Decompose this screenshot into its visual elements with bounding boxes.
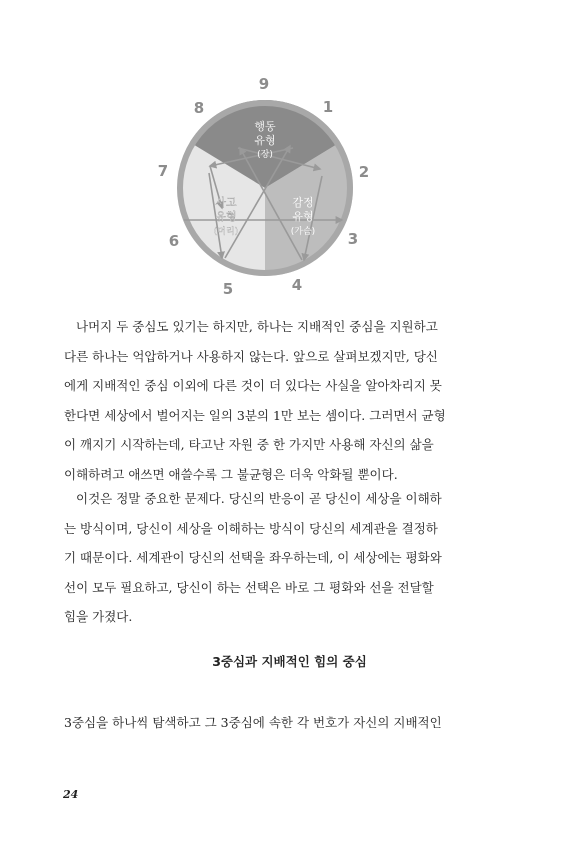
text-line: 에게 지배적인 중심 이외에 다른 것이 더 있다는 사실을 알아차리지 못 <box>64 378 442 393</box>
type-number-5: 5 <box>222 280 234 298</box>
body-paragraph-1 <box>64 312 474 489</box>
enneagram-three-centers-diagram <box>150 68 380 298</box>
feeling-center-label-3: (가슴) <box>290 227 316 237</box>
type-number-9: 9 <box>258 75 270 93</box>
feeling-center-label-1: 감정 <box>292 196 314 209</box>
thinking-center-label-2: 유형 <box>215 210 237 223</box>
section-heading: 3중심과 지배적인 힘의 중심 <box>212 654 367 669</box>
text-line: 나머지 두 중심도 있기는 하지만, 하나는 지배적인 중심을 지원하고 <box>76 319 438 334</box>
type-number-8: 8 <box>193 99 205 117</box>
action-center-label-3: (장) <box>257 150 273 160</box>
action-center-label-1: 행동 <box>254 120 276 133</box>
thinking-center-label-3: (머리) <box>213 227 239 237</box>
text-line: 힘을 가졌다. <box>64 609 133 624</box>
text-line: 는 방식이며, 당신이 세상을 이해하는 방식이 당신의 세계관을 결정하 <box>64 520 438 536</box>
page-number: 24 <box>63 788 79 801</box>
text-line: 이해하려고 애쓰면 애쓸수록 그 불균형은 더욱 악화될 뿐이다. <box>64 466 398 482</box>
text-line: 기 때문이다. 세계관이 당신의 선택을 좌우하는데, 이 세상에는 평화와 <box>64 550 442 565</box>
feeling-center-label-2: 유형 <box>292 210 314 223</box>
body-paragraph-3 <box>64 708 474 738</box>
type-number-1: 1 <box>322 98 334 116</box>
text-line: 다른 하나는 억압하거나 사용하지 않는다. 앞으로 살펴보겠지만, 당신 <box>64 348 438 364</box>
type-number-3: 3 <box>347 230 359 248</box>
thinking-center-label-1: 사고 <box>215 196 237 209</box>
type-number-7: 7 <box>157 162 169 180</box>
type-number-6: 6 <box>168 232 180 250</box>
text-line: 한다면 세상에서 벌어지는 일의 3분의 1만 보는 셈이다. 그러면서 균형 <box>64 407 446 423</box>
type-number-2: 2 <box>358 163 370 181</box>
type-number-4: 4 <box>291 276 303 294</box>
text-line: 선이 모두 필요하고, 당신이 하는 선택은 바로 그 평화와 선을 전달할 <box>64 579 434 595</box>
body-paragraph-2 <box>64 484 474 632</box>
text-line: 3중심을 하나씩 탐색하고 그 3중심에 속한 각 번호가 자신의 지배적인 <box>64 715 442 730</box>
action-center-label-2: 유형 <box>254 134 276 147</box>
text-line: 이 깨지기 시작하는데, 타고난 자원 중 한 가지만 사용해 자신의 삶을 <box>64 437 434 452</box>
text-line: 이것은 정말 중요한 문제다. 당신의 반응이 곧 당신이 세상을 이해하 <box>76 491 442 506</box>
